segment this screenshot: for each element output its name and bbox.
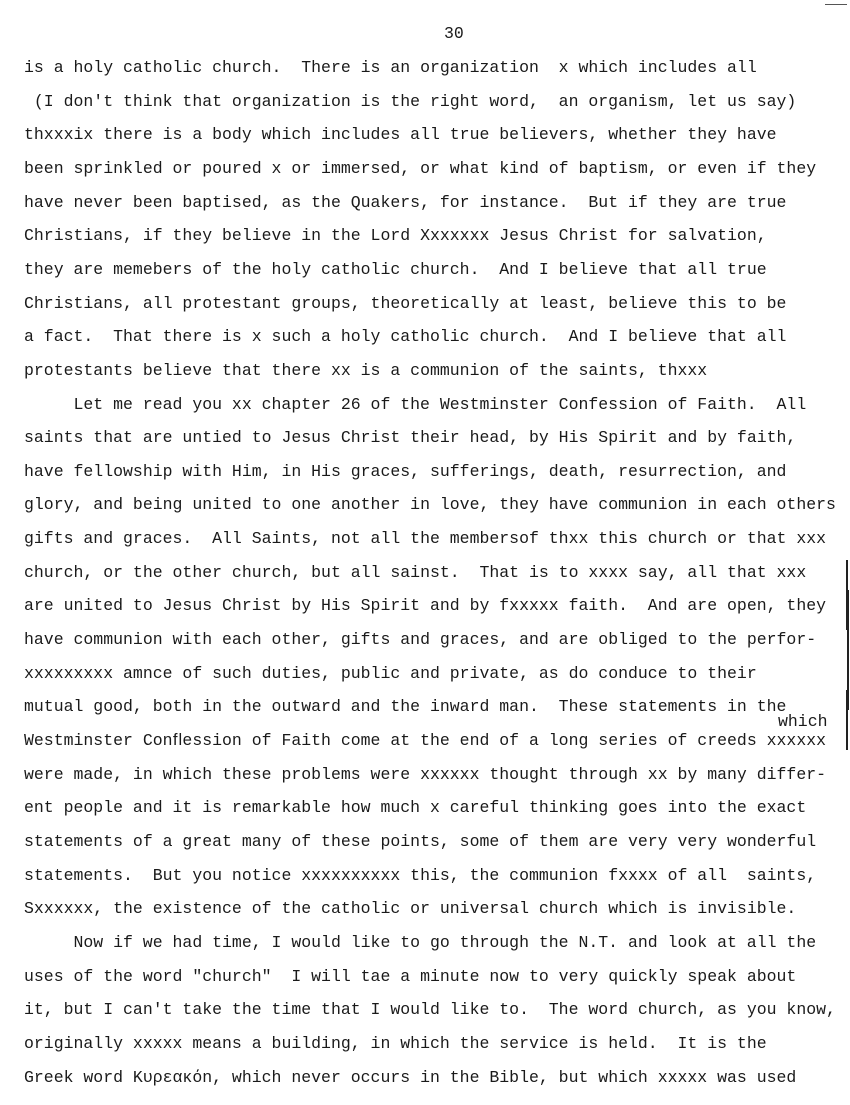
text-line: gifts and graces. All Saints, not all the membersof thxx this church or that xxx (24, 529, 827, 549)
text-line: Christians, all protestant groups, theoretically at least, believe this to be (24, 293, 787, 313)
text-line: originally xxxxx means a building, in which the service is held. It is the (24, 1033, 767, 1053)
text-line: it, but I can't take the time that I would like to. The word church, as you know, (24, 1000, 836, 1020)
text-line: mutual good, both in the outward and the inward man. These statements in the (24, 697, 787, 717)
text-line: are united to Jesus Christ by His Spirit and by fxxxxx faith. And are open, they (24, 596, 827, 616)
text-line: a fact. That there is x such a holy catholic church. And I believe that all (24, 327, 787, 347)
text-line: church, or the other church, but all sainst. That is to xxxx say, all that xxx (24, 562, 807, 582)
text-line: glory, and being united to one another in love, they have communion in each others (24, 495, 836, 515)
text-line: ent people and it is remarkable how much x careful thinking goes into the exact (24, 798, 807, 818)
text-line: is a holy catholic church. There is an organization x which includes all (24, 58, 757, 77)
text-line: were made, in which these problems were xxxxxx thought through xx by many differ- (24, 764, 827, 784)
text-line: Let me read you xx chapter 26 of the Westminster Confession of Faith. All (73, 394, 807, 414)
text-line: Sxxxxxx, the existence of the catholic or universal church which is invisible. (24, 899, 797, 919)
text-line: saints that are untied to Jesus Christ their head, by His Spirit and by faith, (24, 428, 797, 448)
page-number: 30 (444, 24, 464, 43)
text-line: (I don't think that organization is the right word, an organism, let us say) (33, 91, 797, 111)
text-line: statements of a great many of these points, some of them are very very wonderful (24, 831, 817, 851)
text-line: protestants believe that there xx is a communion of the saints, thxxx (24, 360, 708, 380)
text-line: have never been baptised, as the Quakers, for instance. But if they are true (24, 192, 787, 212)
text-line: xxxxxxxxx amnce of such duties, public and private, as do conduce to their (24, 663, 757, 683)
text-line: Christians, if they believe in the Lord Xxxxxxx Jesus Christ for salvation, (24, 226, 767, 246)
corner-mark (825, 4, 847, 5)
interlinear-insertion: which (778, 712, 828, 731)
text-line: have communion with each other, gifts and graces, and are obliged to the perfor- (24, 630, 817, 650)
text-line: Westminster Conﬂession of Faith come at the end of a long series of creeds xxxxxx (24, 731, 827, 750)
text-line: they are memebers of the holy catholic church. And I believe that all true (24, 259, 767, 279)
text-line: thxxxix there is a body which includes all true believers, whether they have (24, 125, 777, 145)
margin-mark (846, 690, 848, 750)
text-line: Now if we had time, I would like to go through the N.T. and look at all the (73, 932, 817, 952)
text-line: statements. But you notice xxxxxxxxxx this, the communion fxxxx of all saints, (24, 865, 817, 885)
text-line: Greek word Kυρεακόn, which never occurs in the Bible, but which xxxxx was used (24, 1067, 797, 1087)
text-line: uses of the word "church" I will tae a minute now to very quickly speak about (24, 966, 797, 986)
text-line: been sprinkled or poured x or immersed, or what kind of baptism, or even if they (24, 158, 817, 178)
text-line: have fellowship with Him, in His graces, sufferings, death, resurrection, and (24, 461, 787, 481)
